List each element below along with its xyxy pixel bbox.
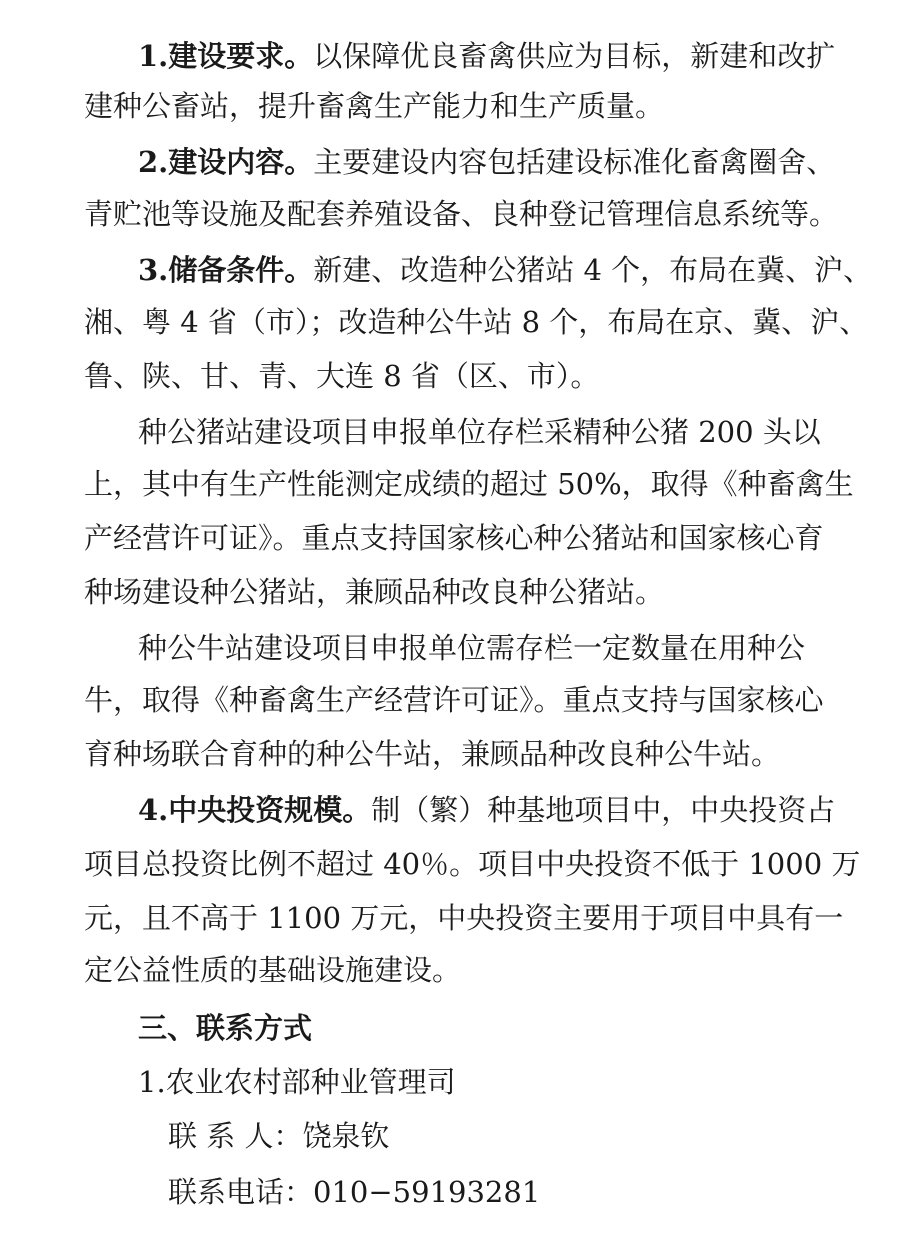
contact-label: 联 系 人：: [168, 1119, 303, 1153]
contact-phone: [168, 1172, 540, 1212]
paragraph-line: [138, 250, 872, 290]
paragraph-text: 以保障优良畜禽供应为目标，新建和改扩: [313, 39, 836, 73]
paragraph-line: 育种场联合育种的种公牛站，兼顾品种改良种公牛站。: [84, 737, 781, 771]
paragraph-line: 牛，取得《种畜禽生产经营许可证》。重点支持与国家核心: [84, 683, 824, 717]
item-heading: 4.中央投资规模。: [138, 793, 372, 827]
item-heading: 1.建设要求。: [138, 39, 314, 73]
phone-number: 010−59193281: [313, 1175, 541, 1209]
paragraph-line: 元，且不高于 1100 万元，中央投资主要用于项目中具有一: [84, 901, 844, 935]
paragraph-text: 主要建设内容包括建设标准化畜禽圈舍、: [313, 145, 836, 179]
phone-label: 联系电话：: [168, 1175, 314, 1209]
paragraph-line: 项目总投资比例不超过 40％。项目中央投资不低于 1000 万: [84, 847, 861, 881]
paragraph-line: [138, 142, 835, 182]
paragraph-line: 青贮池等设施及配套养殖设备、良种登记管理信息系统等。: [84, 197, 839, 231]
paragraph-line: 鲁、陕、甘、青、大连 8 省（区、市）。: [84, 359, 600, 393]
paragraph-line: 产经营许可证》。重点支持国家核心种公猪站和国家核心育: [84, 521, 824, 555]
paragraph-line: 上，其中有生产性能测定成绩的超过 50%，取得《种畜禽生: [84, 467, 854, 501]
contact-name: 饶泉钦: [302, 1119, 390, 1153]
contact-person: [168, 1116, 389, 1156]
paragraph-line: [138, 790, 835, 830]
paragraph-line: 种公猪站建设项目申报单位存栏采精种公猪 200 头以: [138, 415, 821, 449]
contact-org: 1.农业农村部种业管理司: [138, 1065, 456, 1099]
paragraph-text: 新建、改造种公猪站 4 个，布局在冀、沪、: [313, 253, 873, 287]
item-heading: 3.储备条件。: [138, 253, 314, 287]
paragraph-line: 定公益性质的基础设施建设。: [84, 953, 462, 987]
paragraph-line: 建种公畜站，提升畜禽生产能力和生产质量。: [84, 89, 665, 123]
paragraph-line: 湘、粤 4 省（市）；改造种公牛站 8 个，布局在京、冀、沪、: [84, 305, 869, 339]
paragraph-line: 种公牛站建设项目申报单位需存栏一定数量在用种公: [138, 631, 806, 665]
paragraph-text: 制（繁）种基地项目中，中央投资占: [371, 793, 836, 827]
paragraph-line: [138, 36, 835, 76]
paragraph-line: 种场建设种公猪站，兼顾品种改良种公猪站。: [84, 575, 665, 609]
section-heading: 三、联系方式: [138, 1011, 313, 1045]
item-heading: 2.建设内容。: [138, 145, 314, 179]
